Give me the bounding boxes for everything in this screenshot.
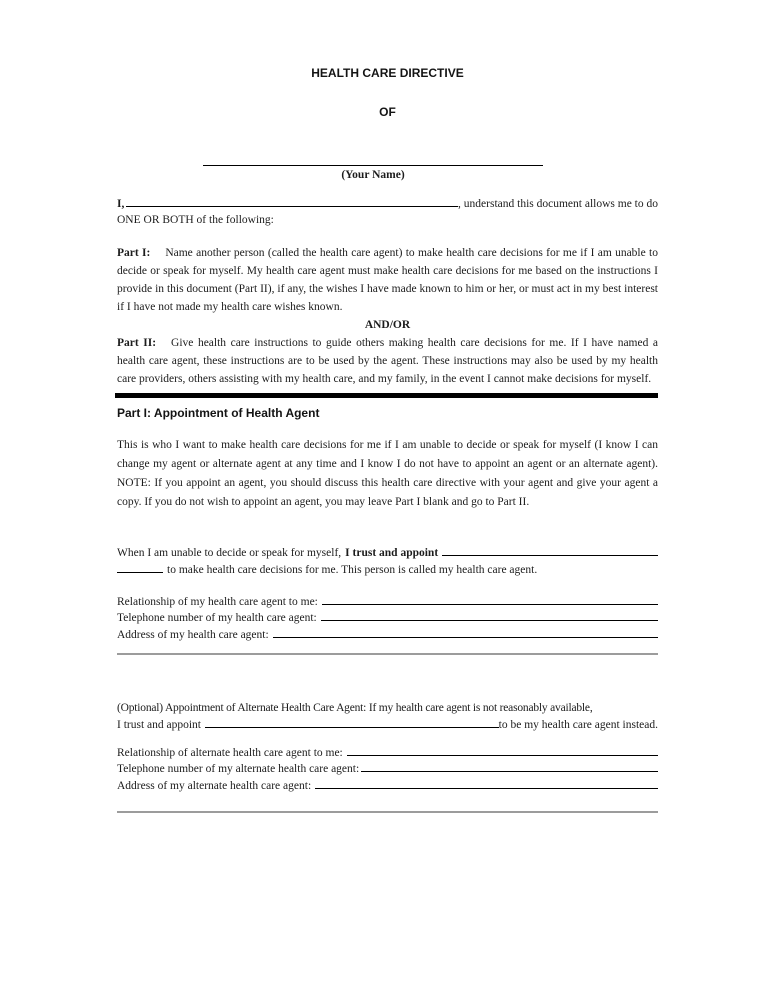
document-content <box>117 0 658 813</box>
part1-summary-label: Part I: <box>117 247 151 259</box>
appointment-trust-appoint-text: I trust and appoint <box>345 547 439 559</box>
alternate-telephone-label: Telephone number of my alternate health care agent: <box>117 763 360 776</box>
part1-section-intro: This is who I want to make health care decisions for me if I am unable to decide or speak for myself (I know I can change my agent or alternate agent at any time and I know I do not have to appoint an agent or an alternate agent). NOTE: If you appoint an agent, you should discuss this health care directive with your agent and give your agent a copy. If you do not wish to appoint an agent, you may leave Part I blank and go to Part II. <box>117 439 658 508</box>
part2-summary-text: Give health care instructions to guide others making health care decisions for me. If I have named a health care agent, these instructions are to be used by the agent. These instructions may also be used by my health care providers, others assisting with my health care, and my family, in the event I cannot make decisions for myself. <box>117 337 658 385</box>
alternate-agent-intro-line: (Optional) Appointment of Alternate Health Care Agent: If my health care agent is not reasonably available, <box>117 701 593 714</box>
and-or-label: AND/OR <box>364 319 411 331</box>
alternate-relationship-label: Relationship of alternate health care agent to me: <box>117 746 343 759</box>
appointment-suffix-text: to make health care decisions for me. This person is called my health care agent. <box>167 563 538 576</box>
part2-summary-paragraph <box>117 334 658 388</box>
alternate-telephone-row <box>117 761 658 778</box>
alternate-address-label: Address of my alternate health care agent: <box>117 779 312 792</box>
agent-telephone-label: Telephone number of my health care agent: <box>117 612 317 625</box>
agent-telephone-row <box>117 610 658 626</box>
agent-relationship-row <box>117 594 658 610</box>
declaration-line-2: ONE OR BOTH of the following: <box>117 214 274 226</box>
part1-summary-paragraph <box>117 244 658 316</box>
alternate-agent-fields <box>117 745 658 795</box>
agent-fields <box>117 594 658 643</box>
section-separator-line <box>117 653 658 655</box>
appointment-prefix-text: When I am unable to decide or speak for myself, <box>117 547 342 559</box>
part2-summary-label: Part II: <box>117 337 157 349</box>
agent-address-row <box>117 627 658 643</box>
declaration-line <box>117 196 658 212</box>
alternate-relationship-blank <box>347 745 658 756</box>
bottom-separator-line <box>117 811 658 813</box>
your-name-caption: (Your Name) <box>341 169 405 181</box>
alternate-agent-name-blank <box>205 717 499 728</box>
agent-name-blank-continued <box>117 562 163 573</box>
your-name-blank-line <box>203 165 543 166</box>
principal-name-blank <box>126 196 458 207</box>
section-divider-bar <box>115 393 658 398</box>
agent-telephone-blank <box>321 610 658 621</box>
alternate-telephone-blank <box>361 761 658 772</box>
agent-address-blank <box>273 627 658 638</box>
appointment-sentence-line-1 <box>117 545 658 562</box>
part1-section-heading: Part I: Appointment of Health Agent <box>117 406 320 420</box>
declaration-i-label: I, <box>117 198 125 210</box>
alternate-relationship-row <box>117 745 658 762</box>
appointment-sentence-line-2 <box>117 562 658 579</box>
agent-address-label: Address of my health care agent: <box>117 628 269 641</box>
document-title-of: OF <box>379 105 396 119</box>
document-title: HEALTH CARE DIRECTIVE <box>311 66 464 80</box>
alternate-appointment-line <box>117 717 658 734</box>
agent-name-blank <box>442 545 658 556</box>
alternate-appoint-suffix-text: to be my health care agent instead. <box>498 718 658 731</box>
alternate-address-blank <box>315 778 658 789</box>
declaration-after-blank-text: , understand this document allows me to do <box>458 198 658 210</box>
alternate-address-row <box>117 778 658 795</box>
agent-relationship-blank <box>322 594 658 605</box>
part1-summary-text: Name another person (called the health care agent) to make health care decisions for me if I am unable to decide or speak for myself. My health care agent must make health care decisions for me based on the instructions I provide in this document (Part II), if any, the wishes I have made known to him or her, or must act in my best interest if I have not made my health care wishes known. <box>117 247 658 313</box>
agent-relationship-label: Relationship of my health care agent to me: <box>117 596 318 608</box>
alternate-appoint-prefix-text: I trust and appoint <box>117 718 201 731</box>
